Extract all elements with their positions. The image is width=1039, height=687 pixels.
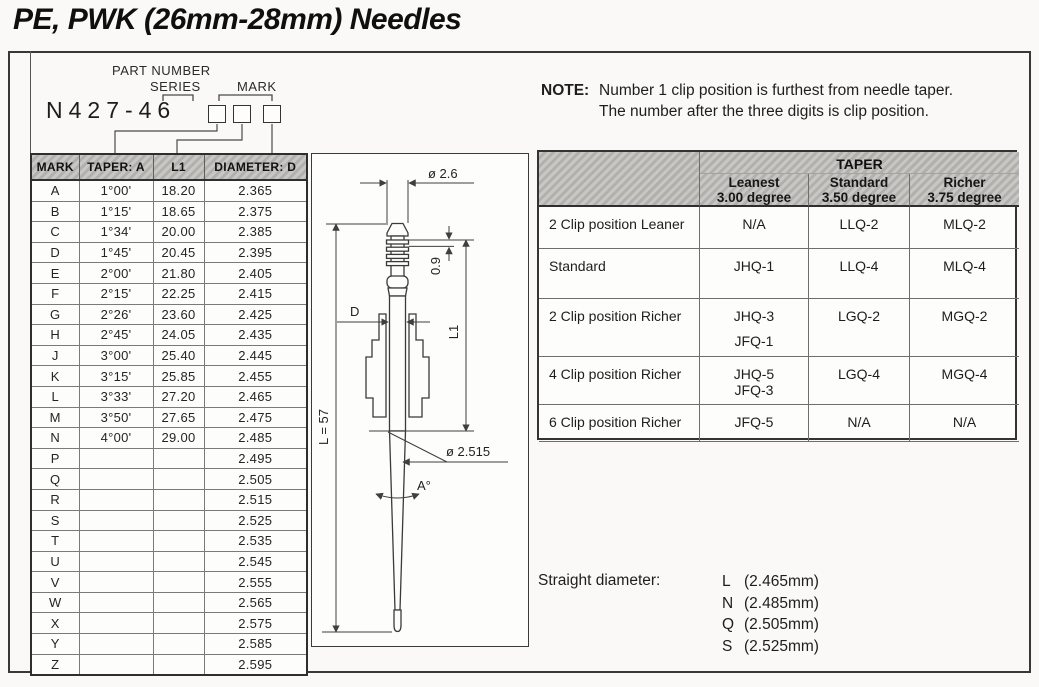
spec-table-cell xyxy=(153,592,204,613)
diameter-value: (2.505mm) xyxy=(744,616,819,634)
spec-header-row xyxy=(31,154,307,180)
spec-table-cell xyxy=(79,489,153,510)
spec-table-cell: 2.385 xyxy=(204,222,307,243)
straight-diameter-item xyxy=(722,614,819,636)
spec-table-cell: W xyxy=(31,592,79,613)
part-number-code: N427-46 xyxy=(46,97,177,123)
mark-box-3 xyxy=(263,105,281,123)
spec-table-cell: S xyxy=(31,510,79,531)
spec-table-cell: 29.00 xyxy=(153,428,204,449)
col-degree: 3.00 degree xyxy=(716,189,792,205)
spec-table-cell xyxy=(79,510,153,531)
straight-diameter-item xyxy=(722,571,819,593)
taper-value-cell xyxy=(700,405,809,442)
col-name: Richer xyxy=(943,174,986,190)
spec-table-cell: X xyxy=(31,613,79,634)
note-text xyxy=(599,80,953,122)
col-name: Standard xyxy=(829,174,889,190)
spec-table-cell: 2.475 xyxy=(204,407,307,428)
spec-table-row xyxy=(31,510,307,531)
spec-table-row xyxy=(31,531,307,552)
spec-table-row xyxy=(31,345,307,366)
spec-table-row xyxy=(31,386,307,407)
spec-table-cell: 2.595 xyxy=(204,654,307,675)
spec-table-cell xyxy=(79,448,153,469)
spec-table-row xyxy=(31,242,307,263)
spec-table-cell: 21.80 xyxy=(153,263,204,284)
dim-label-groove-pitch: 0.9 xyxy=(428,256,443,276)
spec-table-cell: L xyxy=(31,386,79,407)
taper-value-cell xyxy=(700,299,809,357)
diameter-value: (2.525mm) xyxy=(744,637,819,655)
needle-rib-2 xyxy=(387,247,409,251)
taper-value: JFQ-1 xyxy=(734,333,774,349)
spec-table-cell: E xyxy=(31,263,79,284)
straight-diameter-item xyxy=(722,593,819,615)
taper-value: JHQ-5 xyxy=(733,366,775,382)
spec-table-cell: 3°50' xyxy=(79,407,153,428)
spec-table-cell: 25.85 xyxy=(153,366,204,387)
taper-value: MLQ-4 xyxy=(943,258,986,274)
taper-value-cell xyxy=(700,357,809,405)
needle-collar xyxy=(387,276,408,288)
note-block xyxy=(541,80,953,122)
spec-table-cell: 1°34' xyxy=(79,222,153,243)
taper-value: N/A xyxy=(952,414,977,430)
straight-diameter-item xyxy=(722,636,819,658)
spec-table-cell: N xyxy=(31,428,79,449)
diameter-value: (2.485mm) xyxy=(744,594,819,612)
spec-table-cell: 1°15' xyxy=(79,201,153,222)
note-label: NOTE: xyxy=(541,82,590,99)
note-line-1: Number 1 clip position is furthest from needle taper. xyxy=(599,82,954,99)
spec-table-cell: 2.565 xyxy=(204,592,307,613)
taper-value: LLQ-2 xyxy=(839,216,879,232)
spec-table-cell: G xyxy=(31,304,79,325)
spec-table-cell: J xyxy=(31,345,79,366)
taper-value: JHQ-3 xyxy=(733,308,775,324)
spec-table-cell: 2.435 xyxy=(204,325,307,346)
spec-table-row xyxy=(31,366,307,387)
col-name: Leanest xyxy=(728,174,780,190)
spec-table-row xyxy=(31,283,307,304)
spec-table-cell xyxy=(79,572,153,593)
spec-table-cell: 20.45 xyxy=(153,242,204,263)
spec-table-cell: 18.20 xyxy=(153,180,204,201)
spec-table-cell: R xyxy=(31,489,79,510)
diameter-mark: N xyxy=(722,594,734,612)
needle-rib-4 xyxy=(387,262,409,266)
spec-table-cell: 2°15' xyxy=(79,283,153,304)
spec-table-cell: 2.535 xyxy=(204,531,307,552)
taper-col-standard xyxy=(809,174,910,207)
spec-table-cell: 4°00' xyxy=(79,428,153,449)
spec-table-cell: K xyxy=(31,366,79,387)
taper-value-cell xyxy=(910,207,1019,249)
spec-table-cell xyxy=(153,613,204,634)
spec-table-cell xyxy=(79,654,153,675)
needle-rib-3 xyxy=(387,254,409,258)
spec-table-cell: 27.65 xyxy=(153,407,204,428)
spec-table-cell xyxy=(79,469,153,490)
spec-table-row xyxy=(31,325,307,346)
spec-table-cell xyxy=(153,634,204,655)
spec-table-row xyxy=(31,551,307,572)
taper-value: LGQ-4 xyxy=(837,366,880,382)
needle-drawing xyxy=(312,154,528,646)
spec-table-cell: 2.495 xyxy=(204,448,307,469)
diameter-mark: L xyxy=(722,573,731,590)
dim-label-l1: L1 xyxy=(446,324,461,340)
taper-value-cell xyxy=(910,299,1019,357)
col-degree: 3.75 degree xyxy=(927,189,1002,205)
taper-value: MLQ-2 xyxy=(943,216,986,232)
taper-value: JHQ-1 xyxy=(733,258,775,274)
part-number-label: PART NUMBER xyxy=(112,63,211,78)
dim-label-top-diameter: ø 2.6 xyxy=(428,166,458,181)
spec-table-cell xyxy=(153,469,204,490)
taper-value: N/A xyxy=(742,216,766,232)
taper-value: LGQ-2 xyxy=(837,308,880,324)
spec-table-cell: 2.365 xyxy=(204,180,307,201)
spec-table-cell xyxy=(153,510,204,531)
needle-head xyxy=(387,224,408,237)
spec-table-cell: 2°45' xyxy=(79,325,153,346)
spec-table-cell xyxy=(79,613,153,634)
spec-table-cell: T xyxy=(31,531,79,552)
taper-value-cell xyxy=(809,207,910,249)
page-title: PE, PWK (26mm-28mm) Needles xyxy=(13,3,462,36)
spec-table-cell: 20.00 xyxy=(153,222,204,243)
spec-header-taper: TAPER: A xyxy=(79,154,153,180)
spec-table-row xyxy=(31,654,307,675)
spec-table-cell: 1°45' xyxy=(79,242,153,263)
taper-title: TAPER xyxy=(700,152,1019,174)
needle-jet-section-right xyxy=(409,314,429,417)
spec-table-row xyxy=(31,180,307,201)
needle-shaft xyxy=(390,296,406,431)
taper-col-richer xyxy=(910,174,1019,207)
spec-table-cell: 3°00' xyxy=(79,345,153,366)
diameter-mark: S xyxy=(722,637,733,655)
mark-label: MARK xyxy=(237,79,277,94)
taper-value: MGQ-4 xyxy=(941,366,988,382)
spec-table-row xyxy=(31,304,307,325)
spec-table-cell: 2.375 xyxy=(204,201,307,222)
spec-table-cell: H xyxy=(31,325,79,346)
straight-diameter-label: Straight diameter: xyxy=(538,572,661,589)
taper-value: LLQ-4 xyxy=(839,258,879,274)
spec-table-cell: D xyxy=(31,242,79,263)
spec-table-cell: 2.445 xyxy=(204,345,307,366)
spec-table-cell xyxy=(79,634,153,655)
taper-value: JFQ-3 xyxy=(734,382,774,398)
mark-box-2 xyxy=(233,105,251,123)
spec-table-cell: 2.555 xyxy=(204,572,307,593)
spec-table-cell: 2.545 xyxy=(204,551,307,572)
spec-table-cell: 2.455 xyxy=(204,366,307,387)
spec-table-row xyxy=(31,407,307,428)
spec-table-row xyxy=(31,222,307,243)
spec-table-cell xyxy=(79,551,153,572)
spec-table-row xyxy=(31,592,307,613)
spec-table-body xyxy=(31,180,307,675)
needle-jet-section-left xyxy=(366,314,386,417)
spec-table-cell: Y xyxy=(31,634,79,655)
taper-value-cell xyxy=(910,249,1019,299)
spec-table-cell: 2.505 xyxy=(204,469,307,490)
spec-table-cell xyxy=(79,531,153,552)
note-line-2: The number after the three digits is clip position. xyxy=(599,103,929,120)
dim-label-tip-diameter: ø 2.515 xyxy=(446,444,491,459)
needle-spec-table xyxy=(30,153,308,676)
taper-corner-cell xyxy=(539,152,700,207)
needle-rib-1 xyxy=(387,240,409,244)
spec-table-cell: 22.25 xyxy=(153,283,204,304)
spec-table-cell: 2°26' xyxy=(79,304,153,325)
spec-table-row xyxy=(31,634,307,655)
spec-table-cell xyxy=(153,572,204,593)
dim-label-taper-angle: A° xyxy=(417,478,431,493)
taper-value-cell xyxy=(910,405,1019,442)
spec-table-cell xyxy=(153,551,204,572)
spec-table-cell: Q xyxy=(31,469,79,490)
taper-value-cell xyxy=(700,207,809,249)
mark-box-1 xyxy=(208,105,226,123)
needle-neck xyxy=(388,288,407,296)
straight-diameter-list xyxy=(722,571,819,657)
taper-value: MGQ-2 xyxy=(941,308,988,324)
spec-table-cell: F xyxy=(31,283,79,304)
spec-table-cell: 2.415 xyxy=(204,283,307,304)
spec-table-cell: 2.525 xyxy=(204,510,307,531)
taper-value-cell xyxy=(809,299,910,357)
needle-drawing-frame xyxy=(311,153,529,647)
taper-value-cell xyxy=(910,357,1019,405)
spec-table-cell: 2.485 xyxy=(204,428,307,449)
spec-table-row xyxy=(31,201,307,222)
spec-table-cell: 2.585 xyxy=(204,634,307,655)
spec-table-cell: 3°15' xyxy=(79,366,153,387)
taper-value: N/A xyxy=(847,414,871,430)
diameter-mark: Q xyxy=(722,616,735,634)
taper-value-cell xyxy=(809,405,910,442)
taper-value-cell xyxy=(700,249,809,299)
spec-table-cell: A xyxy=(31,180,79,201)
taper-value-cell xyxy=(809,357,910,405)
spec-table-cell xyxy=(153,448,204,469)
spec-table-cell: V xyxy=(31,572,79,593)
dim-label-d: D xyxy=(350,304,360,319)
left-divider-line xyxy=(30,51,31,153)
taper-col-leanest xyxy=(700,174,809,207)
spec-table-row xyxy=(31,428,307,449)
taper-row-label: 4 Clip position Richer xyxy=(539,357,700,405)
dim-label-overall-length: L = 57 xyxy=(316,408,331,446)
spec-table-row xyxy=(31,263,307,284)
spec-table-cell xyxy=(79,592,153,613)
spec-table-cell: 2.425 xyxy=(204,304,307,325)
spec-table-cell: 2.395 xyxy=(204,242,307,263)
taper-row-label: 2 Clip position Leaner xyxy=(539,207,700,249)
spec-table-row xyxy=(31,489,307,510)
spec-table-cell: 2°00' xyxy=(79,263,153,284)
taper-row-label: 6 Clip position Richer xyxy=(539,405,700,442)
spec-table-cell: 25.40 xyxy=(153,345,204,366)
taper-table xyxy=(537,150,1017,440)
needle-taper xyxy=(390,431,406,610)
spec-table-cell: Z xyxy=(31,654,79,675)
spec-table-cell: 27.20 xyxy=(153,386,204,407)
spec-table-cell: P xyxy=(31,448,79,469)
series-label: SERIES xyxy=(150,79,201,94)
spec-table-cell: 2.575 xyxy=(204,613,307,634)
spec-header-diameter: DIAMETER: D xyxy=(204,154,307,180)
spec-table-row xyxy=(31,613,307,634)
spec-table-cell: 1°00' xyxy=(79,180,153,201)
spec-table-cell: 3°33' xyxy=(79,386,153,407)
spec-table-cell: M xyxy=(31,407,79,428)
spec-header-l1: L1 xyxy=(153,154,204,180)
spec-table-cell: U xyxy=(31,551,79,572)
taper-row-label: 2 Clip position Richer xyxy=(539,299,700,357)
spec-table-cell: 18.65 xyxy=(153,201,204,222)
needle-tip xyxy=(394,610,401,632)
spec-table-cell: C xyxy=(31,222,79,243)
spec-table-cell: 2.465 xyxy=(204,386,307,407)
taper-value-cell xyxy=(809,249,910,299)
spec-table-cell xyxy=(153,489,204,510)
spec-table-row xyxy=(31,448,307,469)
spec-table-row xyxy=(31,572,307,593)
col-degree: 3.50 degree xyxy=(821,189,897,205)
spec-table-cell: 24.05 xyxy=(153,325,204,346)
spec-header-mark: MARK xyxy=(31,154,79,180)
spec-table-cell: 2.515 xyxy=(204,489,307,510)
spec-table-cell xyxy=(153,654,204,675)
spec-table-cell: 23.60 xyxy=(153,304,204,325)
spec-table-cell: B xyxy=(31,201,79,222)
taper-value: JFQ-5 xyxy=(734,414,774,430)
diameter-value: (2.465mm) xyxy=(744,573,819,590)
taper-row-label: Standard xyxy=(539,249,700,299)
spec-table-cell: 2.405 xyxy=(204,263,307,284)
spec-table-cell xyxy=(153,531,204,552)
spec-table-row xyxy=(31,469,307,490)
